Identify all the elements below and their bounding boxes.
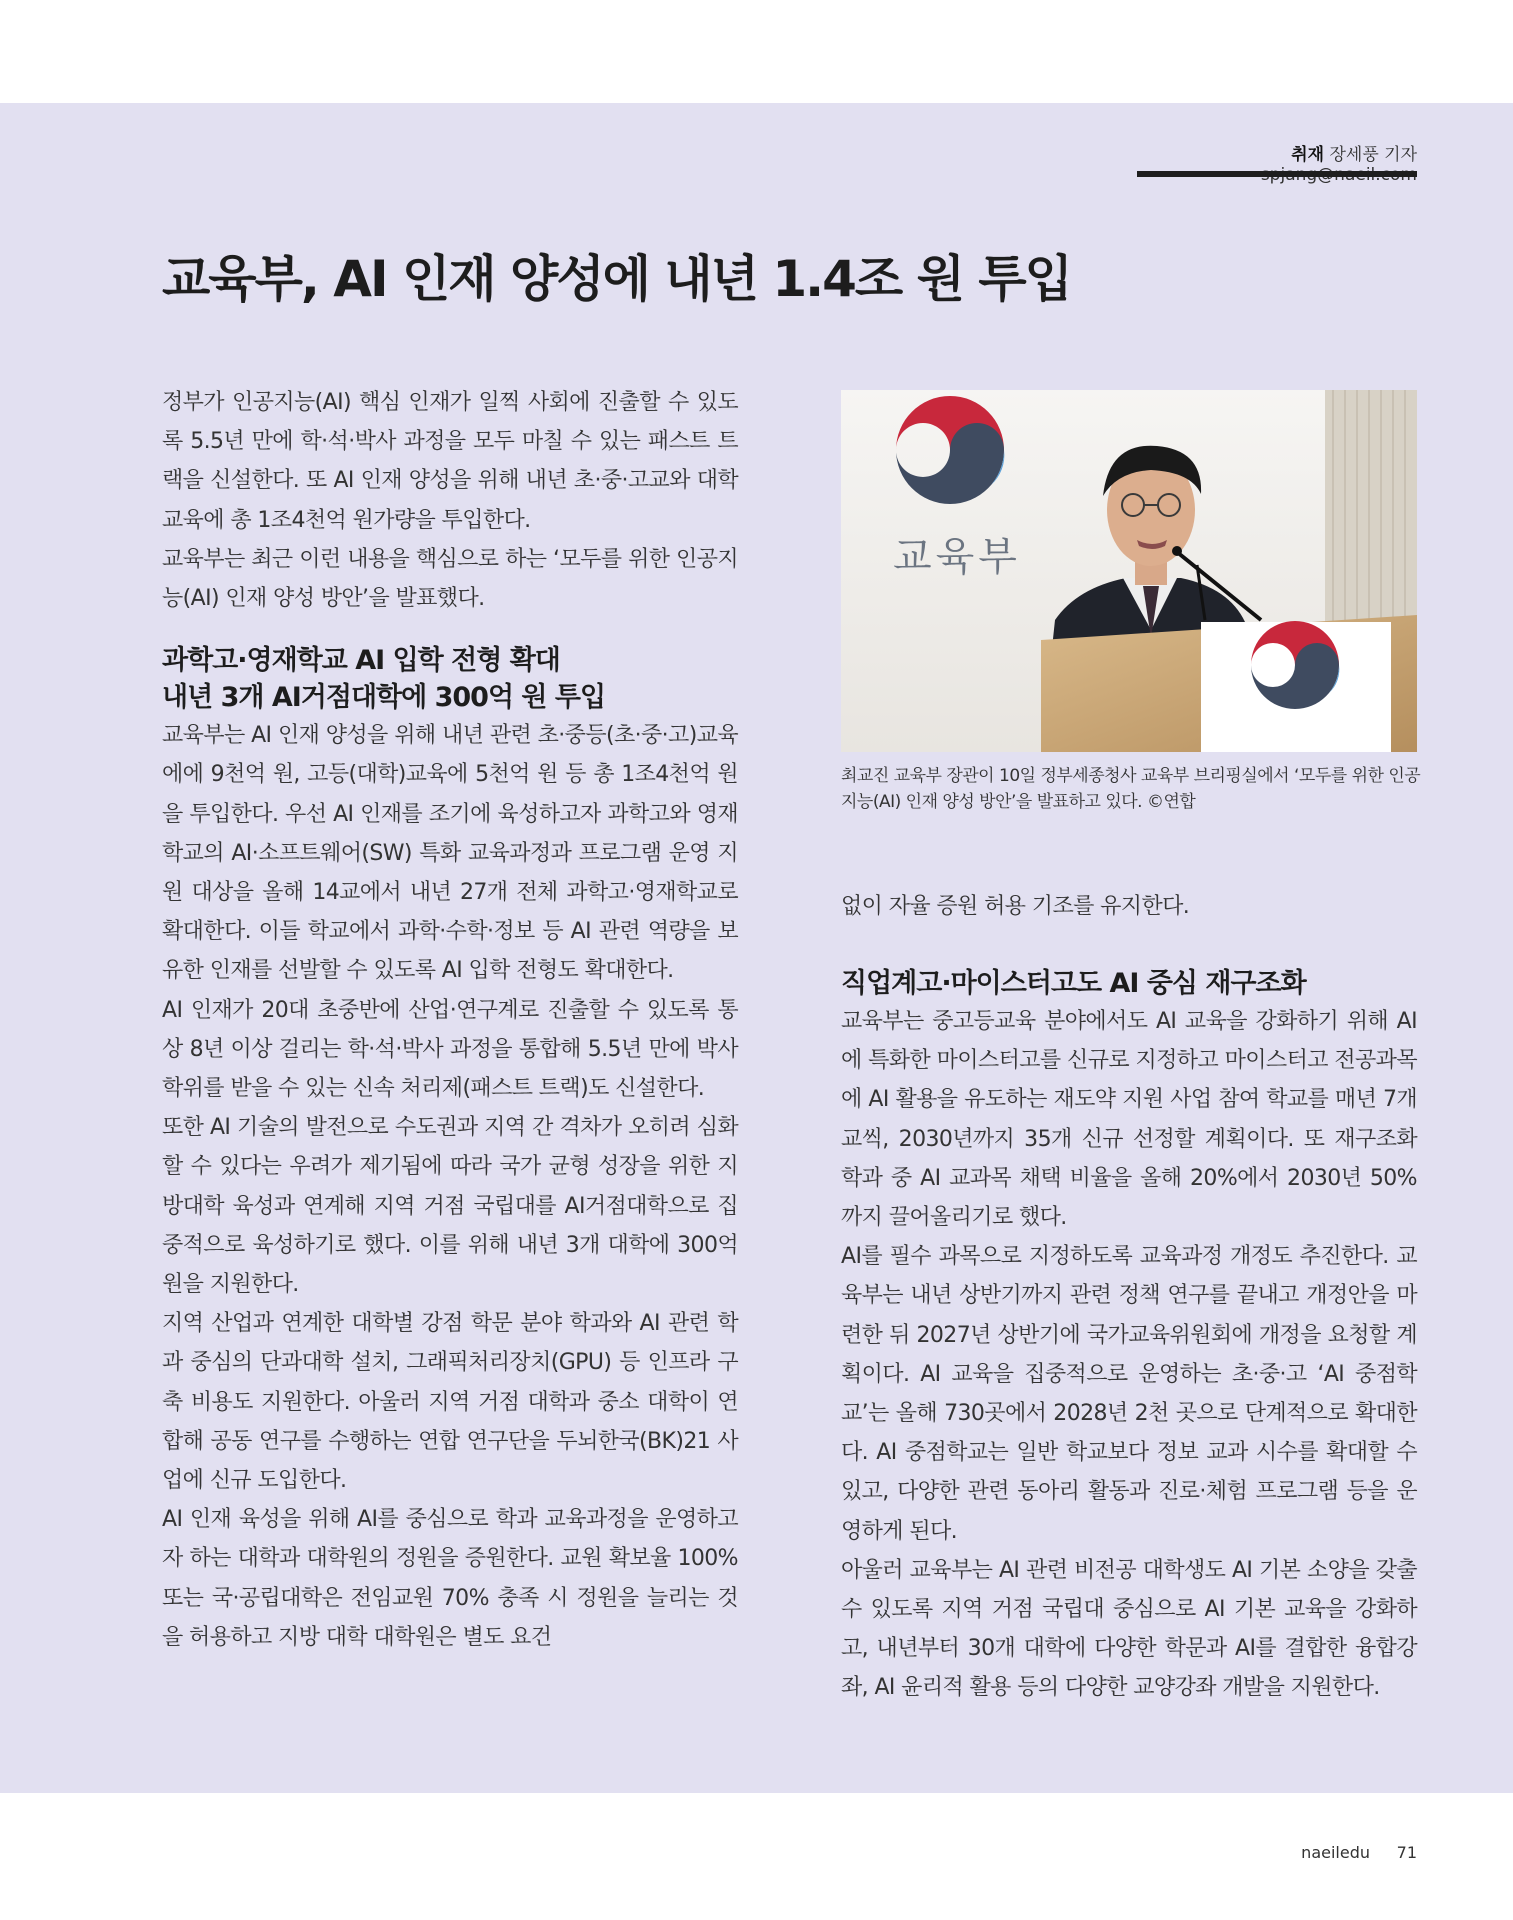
paragraph-4: 지역 산업과 연계한 대학별 강점 학문 분야 학과와 AI 관련 학과 중심의 단과대학 설치, 그래픽처리장치(GPU) 등 인프라 구축 비용도 지원한다. 아울러 지역 거점 대학과 중소 대학이 연합해 공동 연구를 수행하는 연합 연구단을 두뇌한국(BK)21 사업에 신규 도입한다.	[162, 1311, 738, 1494]
right-column	[841, 965, 1417, 1708]
photo-caption: 최교진 교육부 장관이 10일 정부세종청사 교육부 브리핑실에서 ‘모두를 위한 인공지능(AI) 인재 양성 방안’을 발표하고 있다. ©연합	[841, 766, 1421, 812]
footer-brand: naeiledu	[1301, 1843, 1370, 1862]
subheading-2: 직업계고·마이스터고도 AI 중심 재구조화	[841, 968, 1306, 999]
subheading-1	[162, 642, 738, 716]
left-column	[162, 383, 738, 1657]
photo-illustration	[841, 390, 1417, 752]
continuation-line: 없이 자율 증원 허용 기조를 유지한다.	[841, 894, 1190, 919]
byline-rule	[1137, 171, 1417, 177]
paragraph-3: 또한 AI 기술의 발전으로 수도권과 지역 간 격차가 오히려 심화할 수 있다는 우려가 제기됨에 따라 국가 균형 성장을 위한 지방대학 육성과 연계해 지역 거점 국립대를 AI거점대학으로 집중적으로 육성하기로 했다. 이를 위해 내년 3개 대학에 300억 원을 지원한다.	[162, 1115, 738, 1298]
paragraph-5: AI 인재 육성을 위해 AI를 중심으로 학과 교육과정을 운영하고자 하는 대학과 대학원의 정원을 증원한다. 교원 확보율 100% 또는 국·공립대학은 전임교원 70% 충족 시 정원을 늘리는 것을 허용하고 지방 대학 대학원은 별도 요건	[162, 1507, 738, 1650]
spacer	[162, 618, 738, 642]
page-number: 71	[1396, 1843, 1417, 1862]
byline-text: 장세풍 기자	[1329, 145, 1417, 165]
right-paragraph-2: AI를 필수 과목으로 지정하도록 교육과정 개정도 추진한다. 교육부는 내년 상반기까지 관련 정책 연구를 끝내고 개정안을 마련한 뒤 2027년 상반기에 국가교육위원회에 개정을 요청할 계획이다. AI 교육을 집중적으로 운영하는 초·중·고 ‘AI 중점학교’는 올해 730곳에서 2028년 2천 곳으로 단계적으로 확대한다. AI 중점학교는 일반 학교보다 정보 교과 시수를 확대할 수 있고, 다양한 관련 동아리 활동과 진로·체험 프로그램 등을 운영하게 된다.	[841, 1244, 1417, 1544]
byline-label: 취재	[1291, 145, 1325, 165]
article-title: 교육부, AI 인재 양성에 내년 1.4조 원 투입	[162, 250, 1071, 308]
subheading-1-line-1: 과학고·영재학교 AI 입학 전형 확대	[162, 645, 560, 677]
right-paragraph-1: 교육부는 중고등교육 분야에서도 AI 교육을 강화하기 위해 AI에 특화한 마이스터고를 신규로 지정하고 마이스터고 전공과목에 AI 활용을 유도하는 재도약 지원 사업 참여 학교를 매년 7개교씩, 2030년까지 35개 신규 선정할 계획이다. 또 재구조화 학과 중 AI 교과목 채택 비율을 올해 20%에서 2030년 50%까지 끌어올리기로 했다.	[841, 1009, 1417, 1231]
article-photo	[841, 390, 1417, 752]
paragraph-1: 교육부는 AI 인재 양성을 위해 내년 관련 초·중등(초·중·고)교육에에 9천억 원, 고등(대학)교육에 5천억 원 등 총 1조4천억 원을 투입한다. 우선 AI 인재를 조기에 육성하고자 과학고와 영재학교의 AI·소프트웨어(SW) 특화 교육과정과 프로그램 운영 지원 대상을 올해 14교에서 내년 27개 전체 과학고·영재학교로 확대한다. 이들 학교에서 과학·수학·정보 등 AI 관련 역량을 보유한 인재를 선발할 수 있도록 AI 입학 전형도 확대한다.	[162, 723, 738, 984]
intro-paragraph-2: 교육부는 최근 이런 내용을 핵심으로 하는 ‘모두를 위한 인공지능(AI) 인재 양성 방안’을 발표했다.	[162, 546, 738, 612]
intro-paragraph-1: 정부가 인공지능(AI) 핵심 인재가 일찍 사회에 진출할 수 있도록 5.5년 만에 학·석·박사 과정을 모두 마칠 수 있는 패스트 트랙을 신설한다. 또 AI 인재 양성을 위해 내년 초·중·고교와 대학 교육에 총 1조4천억 원가량을 투입한다.	[162, 390, 738, 533]
right-paragraph-3: 아울러 교육부는 AI 관련 비전공 대학생도 AI 기본 소양을 갖출 수 있도록 지역 거점 국립대 중심으로 AI 기본 교육을 강화하고, 내년부터 30개 대학에 다양한 학문과 AI를 결합한 융합강좌, AI 윤리적 활용 등의 다양한 교양강좌 개발을 지원한다.	[841, 1557, 1417, 1701]
paragraph-2: AI 인재가 20대 초중반에 산업·연구계로 진출할 수 있도록 통상 8년 이상 걸리는 학·석·박사 과정을 통합해 5.5년 만에 박사 학위를 받을 수 있는 신속 처리제(패스트 트랙)도 신설한다.	[162, 997, 738, 1102]
right-column-continuation	[841, 887, 1417, 926]
photo-sign-text: 교육부	[893, 534, 1021, 580]
subheading-1-line-2: 내년 3개 AI거점대학에 300억 원 투입	[162, 682, 606, 714]
